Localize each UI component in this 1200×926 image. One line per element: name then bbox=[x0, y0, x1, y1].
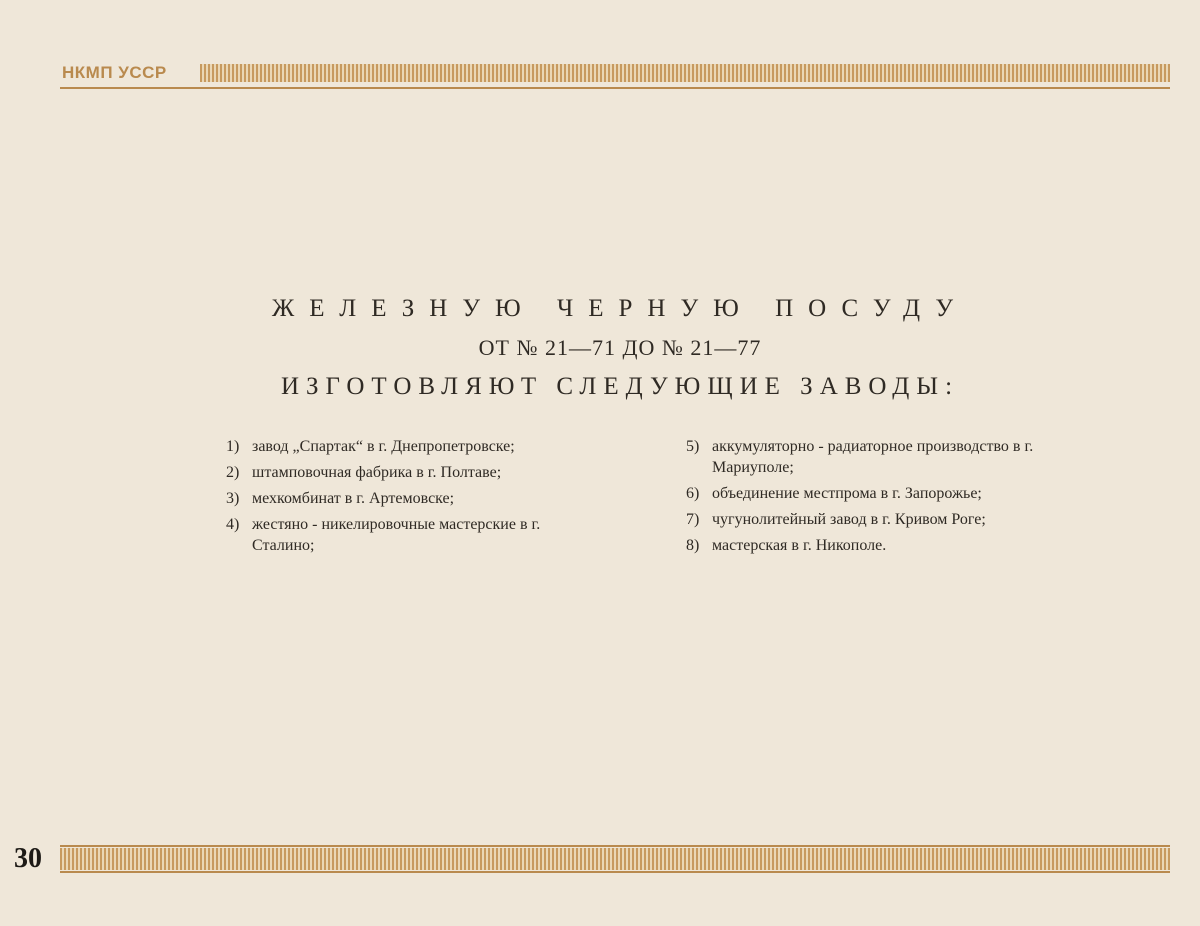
item-number: 8) bbox=[686, 537, 700, 554]
title-line-3: ИЗГОТОВЛЯЮТ СЛЕДУЮЩИЕ ЗАВОДЫ: bbox=[280, 373, 960, 400]
list-item bbox=[226, 462, 586, 483]
title-line-2: ОТ № 21—71 ДО № 21—77 bbox=[478, 335, 762, 360]
list-item bbox=[226, 488, 586, 509]
header-ornament-band bbox=[200, 64, 1170, 82]
list-item bbox=[686, 483, 1042, 504]
footer-rule-top bbox=[60, 845, 1170, 847]
item-number: 4) bbox=[226, 516, 240, 533]
item-text: чугунолитейный завод в г. Кривом Роге; bbox=[712, 511, 986, 528]
header-label: НКМП УССР bbox=[62, 63, 167, 82]
item-text: мехкомбинат в г. Артемовске; bbox=[252, 490, 455, 507]
list-item bbox=[226, 514, 586, 556]
item-number: 5) bbox=[686, 438, 700, 455]
list-item bbox=[686, 436, 1042, 478]
item-text: завод „Спартак“ в г. Днепропетровске; bbox=[252, 438, 515, 455]
footer-ornament-band bbox=[60, 848, 1170, 870]
page-number: 30 bbox=[14, 843, 42, 874]
title-block bbox=[200, 292, 1040, 404]
item-number: 6) bbox=[686, 485, 700, 502]
item-text: мастерская в г. Никополе. bbox=[712, 537, 887, 554]
factory-list-right bbox=[686, 436, 1042, 561]
item-text: аккумуляторно - радиаторное производство в г. Мариуполе; bbox=[712, 438, 1034, 476]
item-text: жестяно - никелировочные мастерские в г. Сталино; bbox=[252, 516, 541, 554]
factory-list-left bbox=[226, 436, 586, 561]
footer-rule-bottom bbox=[60, 871, 1170, 873]
header-rule bbox=[60, 87, 1170, 89]
list-item bbox=[686, 535, 1042, 556]
item-text: объединение местпрома в г. Запорожье; bbox=[712, 485, 982, 502]
title-line-1: ЖЕЛЕЗНУЮ ЧЕРНУЮ ПОСУДУ bbox=[271, 295, 969, 322]
item-number: 2) bbox=[226, 464, 240, 481]
page-header bbox=[60, 60, 1170, 90]
item-number: 3) bbox=[226, 490, 240, 507]
list-item bbox=[226, 436, 586, 457]
item-number: 1) bbox=[226, 438, 240, 455]
item-number: 7) bbox=[686, 511, 700, 528]
list-item bbox=[686, 509, 1042, 530]
item-text: штамповочная фабрика в г. Полтаве; bbox=[252, 464, 502, 481]
